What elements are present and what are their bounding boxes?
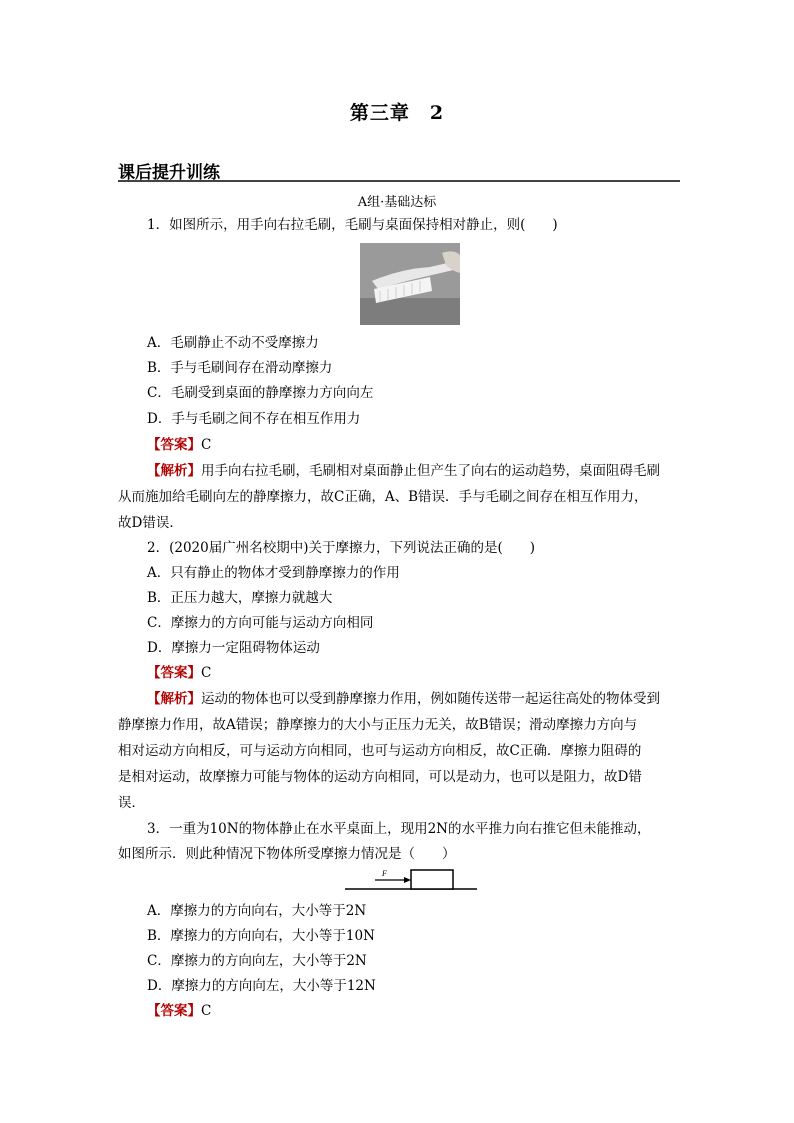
chapter-title: 第三章 2	[349, 102, 445, 124]
q1-analysis-line-1	[147, 462, 660, 480]
answer-label: 【答案】	[147, 665, 201, 681]
q1-analysis-line-3: 故D错误．	[118, 515, 183, 531]
analysis-label: 【解析】	[147, 463, 201, 479]
q2-answer	[147, 664, 211, 682]
q2-analysis-line-2: 静摩擦力作用，故A错误；静摩擦力的大小与正压力无关，故B错误；滑动摩擦力方向与	[118, 717, 638, 733]
force-diagram	[345, 866, 477, 892]
q2-analysis-line-1	[147, 690, 660, 708]
answer-label: 【答案】	[147, 437, 201, 453]
q3-stem-line-1: 3．一重为10N的物体静止在水平桌面上，现用2N的水平推力向右推它但未能推动，	[147, 821, 651, 837]
q3-answer-value: C	[201, 1003, 212, 1019]
brush-photo	[360, 243, 460, 325]
q2-option-d: D．摩擦力一定阻碍物体运动	[147, 640, 320, 656]
q2-stem: 2．(2020届广州名校期中)关于摩擦力，下列说法正确的是( )	[147, 540, 536, 556]
section-divider	[118, 180, 680, 182]
q1-option-d: D．手与毛刷之间不存在相互作用力	[147, 411, 361, 427]
q3-option-c: C．摩擦力的方向向左，大小等于2N	[147, 953, 367, 969]
q1-option-a: A．毛刷静止不动不受摩擦力	[147, 335, 319, 351]
q2-option-c: C．摩擦力的方向可能与运动方向相同	[147, 615, 374, 631]
q2-analysis-text-1: 运动的物体也可以受到静摩擦力作用，例如随传送带一起运往高处的物体受到	[201, 691, 660, 707]
q2-analysis-line-4: 是相对运动，故摩擦力可能与物体的运动方向相同，可以是动力，也可以是阻力，故D错	[118, 769, 642, 785]
q1-option-b: B．手与毛刷间存在滑动摩擦力	[147, 360, 333, 376]
q1-analysis-line-2: 从而施加给毛刷向左的静摩擦力，故C正确，A、B错误．手与毛刷之间存在相互作用力，	[118, 489, 648, 505]
q1-answer	[147, 436, 211, 454]
q3-option-a: A．摩擦力的方向向右，大小等于2N	[147, 903, 367, 919]
q2-answer-value: C	[201, 665, 212, 681]
q1-option-c: C．毛刷受到桌面的静摩擦力方向向左	[147, 385, 374, 401]
q1-stem: 1．如图所示，用手向右拉毛刷，毛刷与桌面保持相对静止，则( )	[147, 217, 558, 233]
q1-answer-value: C	[201, 437, 212, 453]
q3-option-b: B．摩擦力的方向向右，大小等于10N	[147, 928, 375, 944]
q2-analysis-line-3: 相对运动方向相反，可与运动方向相同，也可与运动方向相反，故C正确．摩擦力阻碍的	[118, 743, 642, 759]
q3-option-d: D．摩擦力的方向向左，大小等于12N	[147, 978, 376, 994]
q2-option-b: B．正压力越大，摩擦力就越大	[147, 590, 333, 606]
q2-option-a: A．只有静止的物体才受到静摩擦力的作用	[147, 565, 400, 581]
analysis-label: 【解析】	[147, 691, 201, 707]
block-diagram	[345, 866, 477, 892]
q3-stem-line-2: 如图所示．则此种情况下物体所受摩擦力情况是（ ）	[118, 846, 456, 862]
answer-label: 【答案】	[147, 1003, 201, 1019]
q3-answer	[147, 1002, 211, 1020]
force-label: F	[382, 869, 387, 878]
q1-analysis-text-1: 用手向右拉毛刷，毛刷相对桌面静止但产生了向右的运动趋势，桌面阻碍毛刷	[201, 463, 660, 479]
section-title: 课后提升训练	[118, 163, 220, 183]
q2-analysis-line-5: 误．	[118, 795, 145, 811]
group-title: A组·基础达标	[357, 195, 437, 210]
brush-illustration	[360, 243, 460, 325]
